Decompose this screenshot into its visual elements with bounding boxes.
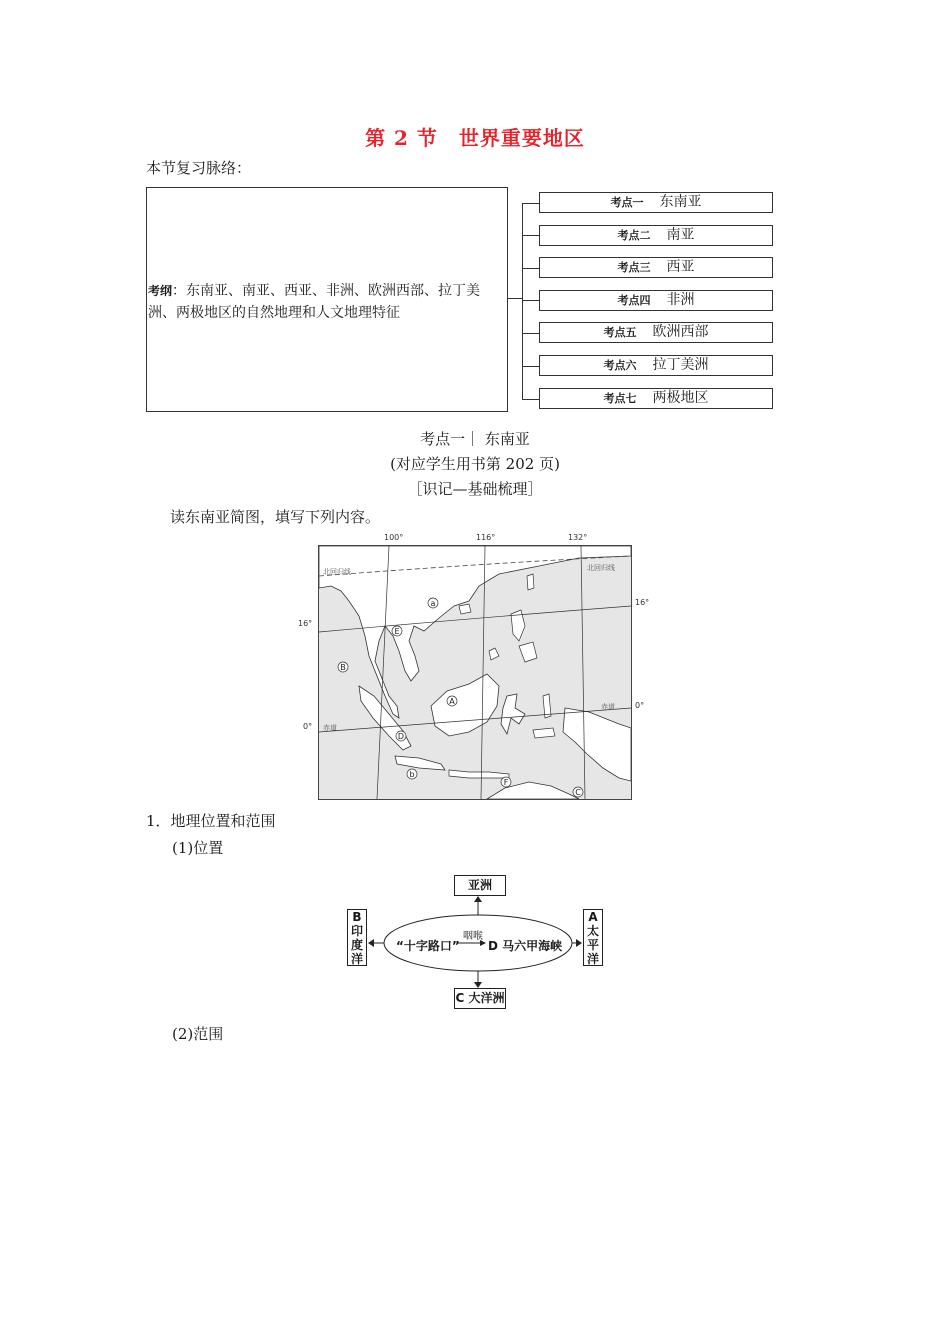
item-1a-heading: (1)位置 (172, 839, 224, 857)
kp-name: 西亚 (666, 259, 695, 275)
marker-C: C (575, 788, 581, 797)
right-char: A (588, 910, 598, 924)
kp-name: 欧洲西部 (652, 324, 709, 340)
connector-branch (522, 268, 539, 269)
section-heading: 考点一｜ 东南亚 (420, 430, 530, 448)
equator-label-left: 赤道 (323, 724, 337, 732)
kp-name: 拉丁美洲 (652, 357, 709, 373)
diagram-strait-label: D 马六甲海峡 (488, 939, 563, 953)
item-1b-heading: (2)范围 (172, 1025, 224, 1043)
southeast-asia-map (318, 545, 632, 800)
lat-label: 16° (635, 598, 650, 607)
connector-branch (522, 235, 539, 236)
left-char: 印 (350, 924, 363, 938)
marker-B: B (340, 663, 346, 672)
land-island (533, 728, 555, 738)
kp-box-6 (539, 355, 773, 376)
kp-box-1 (539, 192, 773, 213)
tropic-label-left: 北回归线 (323, 568, 351, 576)
marker-A: A (449, 697, 455, 706)
marker-a: a (430, 599, 436, 608)
outline-text (148, 280, 506, 324)
kp-name: 两极地区 (652, 390, 709, 406)
kp-name: 南亚 (666, 227, 695, 243)
connector-vertical (522, 203, 523, 399)
lat-label: 0° (303, 722, 313, 731)
diagram-connectors (340, 870, 610, 1015)
left-char: 度 (350, 938, 363, 952)
diagram-center-label: “十字路口” (396, 939, 460, 953)
connector-branch (522, 300, 539, 301)
right-char: 洋 (586, 952, 599, 966)
kp-box-7 (539, 388, 773, 409)
land-island (431, 674, 499, 736)
connector-branch (522, 399, 539, 400)
lon-label: 132° (568, 533, 588, 542)
outline-body: ：东南亚、南亚、西亚、非洲、欧洲西部、拉丁美洲、两极地区的自然地理和人文地理特征 (148, 283, 481, 321)
page-title: 第 2 节 世界重要地区 (365, 126, 585, 150)
item-1-heading: 1．地理位置和范围 (146, 812, 276, 830)
tropic-label-right: 北回归线 (587, 564, 615, 572)
instruction-text: 读东南亚简图，填写下列内容。 (170, 508, 381, 526)
kp-key: 考点二 (617, 229, 651, 242)
connector-branch (522, 366, 539, 367)
equator-label-right: 赤道 (601, 703, 615, 711)
kp-box-3 (539, 257, 773, 278)
land-island (449, 770, 509, 778)
kp-name: 非洲 (666, 292, 695, 308)
kp-key: 考点六 (603, 359, 637, 372)
land-island (489, 648, 499, 660)
kp-key: 考点五 (603, 326, 637, 339)
land-island (501, 694, 525, 734)
section-reference: (对应学生用书第 202 页) (390, 455, 560, 473)
lon-label: 116° (476, 533, 496, 542)
kp-key: 考点七 (603, 392, 637, 405)
kp-key: 考点三 (617, 261, 651, 274)
kp-box-4 (539, 290, 773, 311)
kp-key: 考点四 (617, 294, 651, 307)
kp-key: 考点一 (610, 196, 644, 209)
outline-label: 考纲 (148, 284, 173, 298)
marker-D: D (397, 732, 405, 741)
lat-label: 0° (635, 701, 645, 710)
right-char: 平 (586, 938, 599, 952)
kp-box-5 (539, 322, 773, 343)
lon-label: 100° (384, 533, 404, 542)
left-char: 洋 (350, 952, 363, 966)
right-char: 太 (586, 924, 599, 938)
kp-name: 东南亚 (659, 194, 702, 210)
kp-box-2 (539, 225, 773, 246)
marker-b: b (409, 770, 415, 779)
connector-branch (522, 333, 539, 334)
land-island (527, 574, 534, 590)
lat-label: 16° (298, 619, 313, 628)
intro-label: 本节复习脉络： (146, 159, 252, 177)
land-island (487, 782, 579, 799)
connector-branch (522, 203, 539, 204)
diagram-top-box: 亚洲 (454, 875, 506, 896)
marker-E: E (394, 627, 400, 636)
left-char: B (352, 910, 362, 924)
land-island (459, 604, 471, 614)
land-island (395, 756, 445, 770)
map-svg (319, 546, 631, 799)
diagram-strait-note: 咽喉 (463, 931, 483, 942)
marker-F: F (503, 778, 509, 787)
land-island (563, 708, 631, 781)
connector-main (508, 298, 522, 299)
section-tag: ［识记—基础梳理］ (407, 480, 543, 498)
diagram-bottom-box: C 大洋洲 (454, 988, 506, 1009)
land-island (519, 642, 537, 662)
meridian (581, 546, 585, 799)
